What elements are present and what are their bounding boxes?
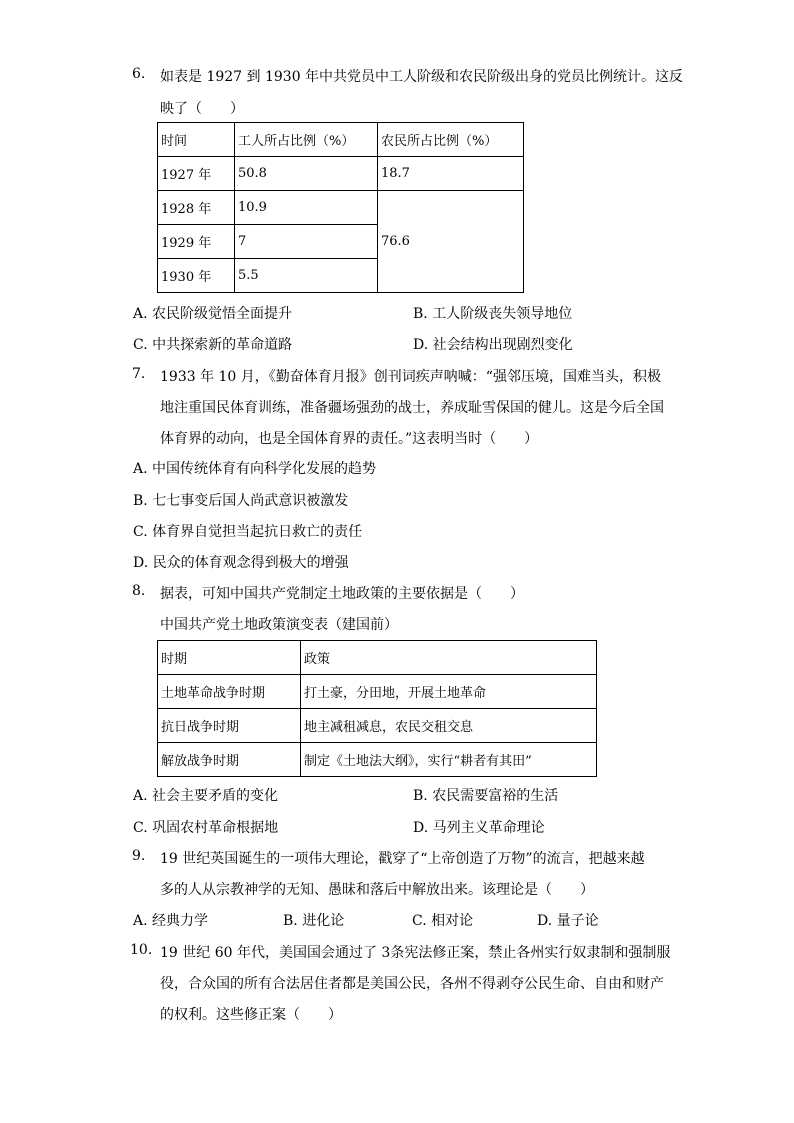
question-number: 9. — [132, 848, 146, 864]
option-a: A. 中国传统体育有向科学化发展的趋势 — [133, 461, 377, 477]
question-text-line: 据表，可知中国共产党制定土地政策的主要依据是（ ） — [160, 586, 524, 602]
table-row — [158, 157, 524, 191]
question-text-line: 映了（ ） — [160, 101, 244, 117]
option-d: D. 民众的体育观念得到极大的增强 — [133, 555, 349, 571]
option-b: B. 工人阶级丧失领导地位 — [413, 306, 573, 322]
option-c: C. 相对论 — [412, 913, 474, 929]
table-row — [158, 675, 597, 709]
table-header-cell: 时间 — [158, 123, 235, 157]
table-cell: 10.9 — [235, 191, 378, 225]
question-text-line: 地注重国民体育训练，准备疆场强劲的战士，养成耻雪保国的健儿。这是今后全国 — [160, 400, 664, 416]
question-text-line: 19 世纪英国诞生的一项伟大理论，戳穿了“上帝创造了万物”的流言，把越来越 — [160, 851, 645, 867]
option-a: A. 农民阶级觉悟全面提升 — [133, 306, 293, 322]
table-header-cell: 时期 — [158, 641, 301, 675]
table-cell: 7 — [235, 225, 378, 259]
table-row — [158, 709, 597, 743]
table-cell: 抗日战争时期 — [158, 709, 301, 743]
table-header-cell: 工人所占比例（%） — [235, 123, 378, 157]
table-cell: 1930 年 — [158, 259, 235, 293]
table-cell: 1929 年 — [158, 225, 235, 259]
table-cell: 1928 年 — [158, 191, 235, 225]
question-number: 10. — [130, 942, 153, 958]
question-text-line: 体育界的动向，也是全国体育界的责任。”这表明当时（ ） — [160, 431, 539, 447]
option-a: A. 社会主要矛盾的变化 — [133, 788, 279, 804]
question-text-line: 的权利。这些修正案（ ） — [160, 1007, 342, 1023]
option-b: B. 七七事变后国人尚武意识被激发 — [133, 493, 349, 509]
question-text-line: 如表是 1927 到 1930 年中共党员中工人阶级和农民阶级出身的党员比例统计。这反 — [160, 69, 684, 85]
option-c: C. 体育界自觉担当起抗日救亡的责任 — [133, 524, 363, 540]
question-text-line: 1933 年 10 月，《勤奋体育月报》创刊词疾声呐喊：“强邻压境，国难当头，积极 — [160, 369, 661, 385]
table-cell: 土地革命战争时期 — [158, 675, 301, 709]
table-header-cell: 农民所占比例（%） — [378, 123, 524, 157]
option-d: D. 量子论 — [537, 913, 599, 929]
table-header-row — [158, 123, 524, 157]
option-c: C. 中共探索新的革命道路 — [133, 337, 293, 353]
land-policy-table — [157, 640, 597, 777]
option-a: A. 经典力学 — [133, 913, 209, 929]
table-caption: 中国共产党土地政策演变表（建国前） — [160, 617, 398, 633]
party-member-ratio-table — [157, 122, 524, 293]
table-cell: 地主减租减息，农民交租交息 — [301, 709, 597, 743]
option-d: D. 马列主义革命理论 — [413, 820, 545, 836]
option-b: B. 农民需要富裕的生活 — [413, 788, 559, 804]
table-cell: 制定《土地法大纲》，实行“耕者有其田” — [301, 743, 597, 777]
table-cell: 打土豪，分田地，开展土地革命 — [301, 675, 597, 709]
question-number: 6. — [132, 66, 146, 82]
table-cell: 解放战争时期 — [158, 743, 301, 777]
table-row — [158, 191, 524, 225]
question-text-line: 役，合众国的所有合法居住者都是美国公民，各州不得剥夺公民生命、自由和财产 — [160, 976, 664, 992]
option-c: C. 巩固农村革命根据地 — [133, 820, 279, 836]
question-number: 7. — [132, 366, 146, 382]
question-number: 8. — [132, 583, 146, 599]
table-cell-merged: 76.6 — [378, 191, 524, 293]
table-header-cell: 政策 — [301, 641, 597, 675]
option-b: B. 进化论 — [283, 913, 345, 929]
table-cell: 1927 年 — [158, 157, 235, 191]
table-cell: 5.5 — [235, 259, 378, 293]
option-d: D. 社会结构出现剧烈变化 — [413, 337, 573, 353]
table-row — [158, 743, 597, 777]
table-cell: 50.8 — [235, 157, 378, 191]
question-text-line: 19 世纪 60 年代，美国国会通过了 3条宪法修正案，禁止各州实行奴隶制和强制服 — [160, 945, 671, 961]
table-header-row — [158, 641, 597, 675]
question-text-line: 多的人从宗教神学的无知、愚昧和落后中解放出来。该理论是（ ） — [160, 882, 594, 898]
table-cell: 18.7 — [378, 157, 524, 191]
